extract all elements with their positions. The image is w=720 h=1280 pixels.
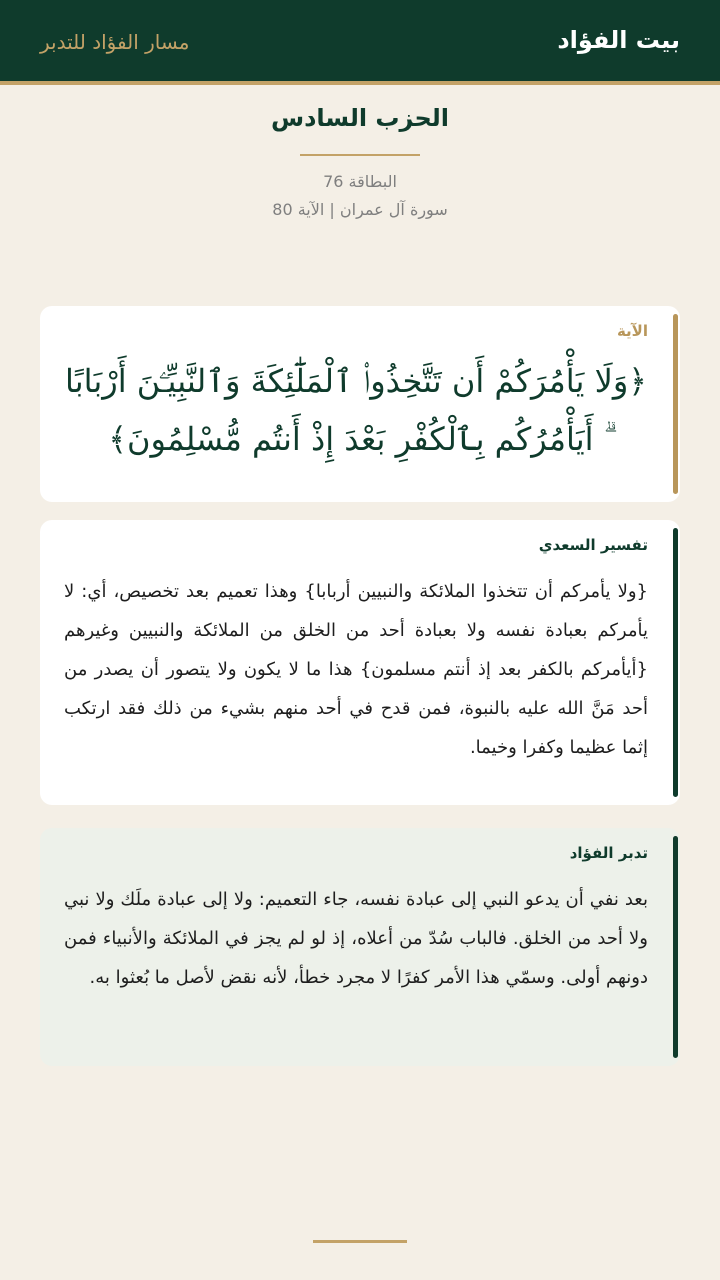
tafsir-text: {ولا يأمركم أن تتخذوا الملائكة والنبيين أربابا} وهذا تعميم بعد تخصيص، أي: لا يأمركم بعبادة نفسه ولا بعبادة أحد من الخلق من الملائكة والنبيين وغيرهم {أيأمركم بالكفر بعد إذ أنتم مسلمون} هذا ما لا يكون ولا يتصور أن يصدر من أحد مَنَّ الله عليه بالنبوة، فمن قدح في أحد منهم بشيء من ذلك فقد ارتكب إثما عظيما وكفرا وخيما.: [64, 581, 648, 758]
card-number: البطاقة 76: [323, 172, 397, 191]
ayah-accent-bar: [673, 314, 678, 494]
ayah-text: ﴿وَلَا يَأْمُرَكُمْ أَن تَتَّخِذُوا۟ ٱلْمَلَٰٓئِكَةَ وَٱلنَّبِيِّـۧنَ أَرْبَابًا ۗ أَيَأْمُرُكُم بِٱلْكُفْرِ بَعْدَ إِذْ أَنتُم مُّسْلِمُونَ﴾: [64, 362, 648, 458]
ayah-label: الآية: [616, 322, 648, 340]
ayah-card: [40, 306, 680, 502]
app-header: [0, 0, 720, 85]
app-brand[interactable]: بيت الفؤاد: [557, 26, 680, 54]
tadabbur-accent-bar: [673, 836, 678, 1058]
tafsir-accent-bar: [673, 528, 678, 797]
tafsir-label: تفسير السعدي: [538, 536, 648, 554]
page-title: الحزب السادس: [270, 104, 450, 132]
tadabbur-card: [40, 828, 680, 1066]
tadabbur-text: بعد نفي أن يدعو النبي إلى عبادة نفسه، جاء التعميم: ولا إلى عبادة ملَك ولا نبي ولا أحد من الخلق. فالباب سُدّ من أعلاه، إذ لو لم يجز في الملائكة والأنبياء فمن دونهم أولى. وسمّي هذا الأمر كفرًا لا مجرد خطأ، لأنه نقض لأصل ما بُعثوا به.: [64, 889, 648, 988]
surah-reference: سورة آل عمران | الآية 80: [272, 200, 448, 219]
tadabbur-path-link[interactable]: مسار الفؤاد للتدبر: [40, 30, 190, 54]
title-divider: [300, 154, 420, 156]
tadabbur-label: تدبر الفؤاد: [569, 844, 648, 862]
bottom-divider: [313, 1240, 407, 1243]
tafsir-card: [40, 520, 680, 805]
